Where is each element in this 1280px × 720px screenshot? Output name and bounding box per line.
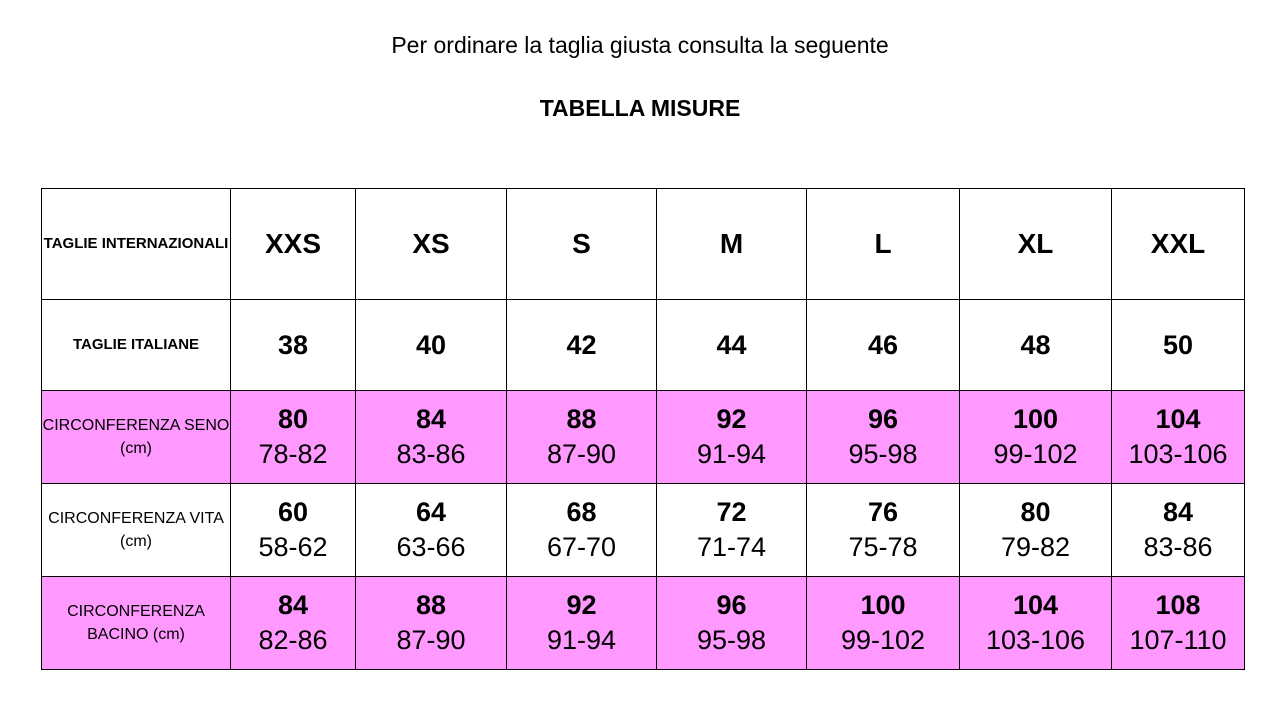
measurement-cell <box>960 577 1112 670</box>
bust-measurement-label: CIRCONFERENZA SENO (cm) <box>42 391 231 484</box>
hip-measurement-label: CIRCONFERENZA BACINO (cm) <box>42 577 231 670</box>
measurement-value: 80 <box>277 404 309 434</box>
measurement-range: 63-66 <box>396 532 466 562</box>
measurement-range: 95-98 <box>848 439 918 469</box>
measurement-cell <box>356 484 507 577</box>
measurement-range: 79-82 <box>1000 532 1071 562</box>
measurement-value: 96 <box>867 404 899 434</box>
measurement-cell <box>960 484 1112 577</box>
measurement-value: 88 <box>415 590 447 620</box>
international-size-cell: XL <box>960 189 1112 300</box>
measurement-cell <box>356 577 507 670</box>
measurement-range: 83-86 <box>1143 532 1213 562</box>
measurement-range: 91-94 <box>696 439 767 469</box>
italian-size-cell: 46 <box>807 300 960 391</box>
measurement-range: 107-110 <box>1129 625 1227 655</box>
measurement-cell <box>1112 391 1245 484</box>
measurement-range: 82-86 <box>258 625 328 655</box>
measurement-range: 99-102 <box>840 625 926 655</box>
measurement-cell <box>657 484 807 577</box>
measurement-range: 83-86 <box>396 439 466 469</box>
measurement-range: 95-98 <box>696 625 767 655</box>
size-chart-table <box>41 188 1245 670</box>
measurement-value: 76 <box>867 497 899 527</box>
measurement-cell <box>807 577 960 670</box>
measurement-value: 80 <box>1020 497 1051 527</box>
italian-size-cell: 48 <box>960 300 1112 391</box>
measurement-range: 103-106 <box>985 625 1086 655</box>
international-sizes-label: TAGLIE INTERNAZIONALI <box>42 189 231 300</box>
measurement-cell <box>507 484 657 577</box>
measurement-cell <box>507 577 657 670</box>
measurement-range: 78-82 <box>258 439 328 469</box>
measurement-cell <box>1112 577 1245 670</box>
measurement-value: 72 <box>716 497 747 527</box>
measurement-value: 84 <box>277 590 309 620</box>
measurement-range: 103-106 <box>1128 439 1228 469</box>
measurement-cell <box>231 577 356 670</box>
international-size-cell: XXL <box>1112 189 1245 300</box>
measurement-value: 104 <box>1012 590 1059 620</box>
measurement-cell <box>356 391 507 484</box>
measurement-value: 100 <box>860 590 906 620</box>
italian-size-cell: 50 <box>1112 300 1245 391</box>
measurement-range: 87-90 <box>396 625 466 655</box>
measurement-cell <box>1112 484 1245 577</box>
measurement-cell <box>960 391 1112 484</box>
international-size-cell: XS <box>356 189 507 300</box>
measurement-cell <box>657 577 807 670</box>
waist-measurement-row <box>42 484 1245 577</box>
italian-size-cell: 44 <box>657 300 807 391</box>
hip-measurement-row <box>42 577 1245 670</box>
measurement-range: 58-62 <box>258 532 328 562</box>
measurement-cell <box>807 484 960 577</box>
measurement-value: 108 <box>1155 590 1201 620</box>
measurement-range: 99-102 <box>993 439 1078 469</box>
international-size-cell: S <box>507 189 657 300</box>
measurement-cell <box>807 391 960 484</box>
measurement-value: 64 <box>415 497 447 527</box>
measurement-value: 88 <box>566 404 597 434</box>
italian-size-cell: 38 <box>231 300 356 391</box>
measurement-value: 60 <box>277 497 309 527</box>
measurement-range: 87-90 <box>546 439 617 469</box>
page-title: TABELLA MISURE <box>539 95 741 121</box>
measurement-value: 92 <box>566 590 597 620</box>
measurement-value: 104 <box>1155 404 1201 434</box>
measurement-value: 96 <box>716 590 747 620</box>
measurement-cell <box>657 391 807 484</box>
measurement-range: 75-78 <box>848 532 918 562</box>
international-size-cell: XXS <box>231 189 356 300</box>
measurement-cell <box>507 391 657 484</box>
international-size-cell: M <box>657 189 807 300</box>
measurement-value: 92 <box>716 404 747 434</box>
italian-sizes-row <box>42 300 1245 391</box>
measurement-value: 84 <box>415 404 447 434</box>
bust-measurement-row <box>42 391 1245 484</box>
international-sizes-row <box>42 189 1245 300</box>
measurement-value: 84 <box>1162 497 1194 527</box>
measurement-value: 68 <box>566 497 597 527</box>
measurement-cell <box>231 391 356 484</box>
waist-measurement-label: CIRCONFERENZA VITA (cm) <box>42 484 231 577</box>
measurement-range: 91-94 <box>546 625 617 655</box>
measurement-range: 67-70 <box>546 532 617 562</box>
italian-sizes-label: TAGLIE ITALIANE <box>42 300 231 391</box>
measurement-value: 100 <box>1012 404 1059 434</box>
italian-size-cell: 40 <box>356 300 507 391</box>
page-subtitle: Per ordinare la taglia giusta consulta la seguente <box>391 32 889 58</box>
italian-size-cell: 42 <box>507 300 657 391</box>
measurement-range: 71-74 <box>696 532 767 562</box>
measurement-cell <box>231 484 356 577</box>
international-size-cell: L <box>807 189 960 300</box>
